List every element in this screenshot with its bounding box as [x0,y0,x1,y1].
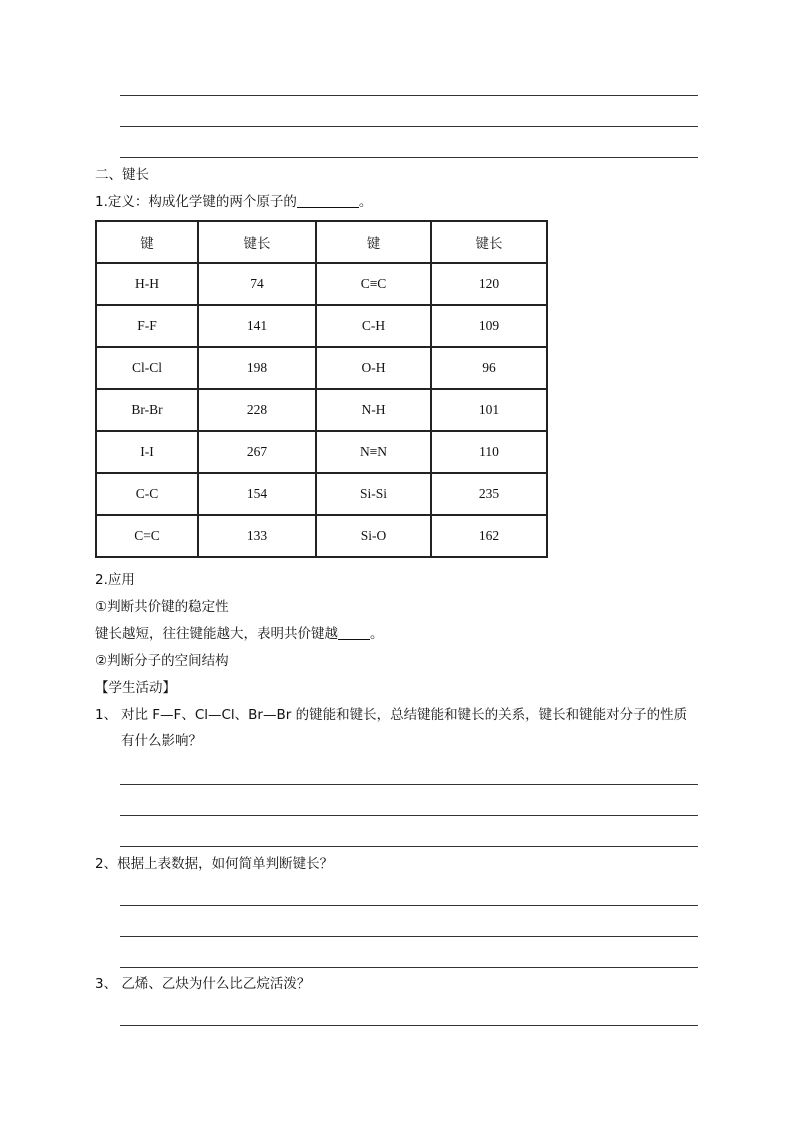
table-cell: 228 [198,389,316,431]
table-cell: 133 [198,515,316,557]
table-row [96,305,547,347]
answer-line [120,936,698,937]
table-cell: Si-Si [316,473,431,515]
question-3: 3、 乙烯、乙炔为什么比乙烷活泼？ [95,976,311,992]
table-cell: C-H [316,305,431,347]
table-cell: H-H [96,263,198,305]
definition-prefix: 1.定义：构成化学键的两个原子的 [95,194,297,210]
answer-line [120,126,698,127]
definition-suffix: 。 [358,194,373,210]
table-cell: 110 [431,431,547,473]
table-cell: I-I [96,431,198,473]
table-cell: 162 [431,515,547,557]
answer-line [120,157,698,158]
answer-line [120,815,698,816]
table-cell: 74 [198,263,316,305]
stability-prefix: 键长越短，往往键能越大，表明共价键越 [95,626,338,642]
answer-line [120,1025,698,1026]
table-cell: C≡C [316,263,431,305]
question-2: 2、根据上表数据，如何简单判断键长？ [95,856,334,872]
table-header-cell: 键长 [431,221,547,263]
question-text-continued: 有什么影响？ [121,733,202,749]
answer-line [120,967,698,968]
table-cell: 109 [431,305,547,347]
application-item-stability: ①判断共价键的稳定性 [95,599,229,615]
table-cell: O-H [316,347,431,389]
table-row [96,389,547,431]
activity-heading: 【学生活动】 [95,680,176,696]
question-1 [95,704,705,752]
question-text: 对比 F—F、Cl—Cl、Br—Br 的键能和键长，总结键能和键长的关系，键长和键能对分子的性质 [121,707,688,723]
table-row [96,431,547,473]
table-header-cell: 键长 [198,221,316,263]
table-row [96,263,547,305]
table-cell: Si-O [316,515,431,557]
table-row [96,515,547,557]
answer-line [120,905,698,906]
answer-line [120,846,698,847]
table-cell: Cl-Cl [96,347,198,389]
table-row [96,347,547,389]
table-cell: 120 [431,263,547,305]
application-heading: 2.应用 [95,572,135,588]
answer-line [120,95,698,96]
table-cell: 235 [431,473,547,515]
table-cell: N-H [316,389,431,431]
table-cell: C=C [96,515,198,557]
table-cell: C-C [96,473,198,515]
table-cell: 154 [198,473,316,515]
stability-sentence [95,624,384,644]
bond-length-table [95,220,548,558]
table-header-cell: 键 [316,221,431,263]
application-item-structure: ②判断分子的空间结构 [95,653,229,669]
definition-line [95,192,372,212]
table-cell: Br-Br [96,389,198,431]
table-cell: 96 [431,347,547,389]
table-row [96,473,547,515]
section-heading: 二、键长 [95,167,149,183]
fill-blank[interactable] [297,193,359,208]
stability-suffix: 。 [370,626,384,642]
table-cell: 198 [198,347,316,389]
table-cell: 267 [198,431,316,473]
table-cell: 141 [198,305,316,347]
question-number: 1、 [95,707,118,723]
table-cell: 101 [431,389,547,431]
answer-line [120,784,698,785]
table-header-row [96,221,547,263]
table-cell: F-F [96,305,198,347]
table-cell: N≡N [316,431,431,473]
table-header-cell: 键 [96,221,198,263]
fill-blank[interactable] [338,625,370,640]
